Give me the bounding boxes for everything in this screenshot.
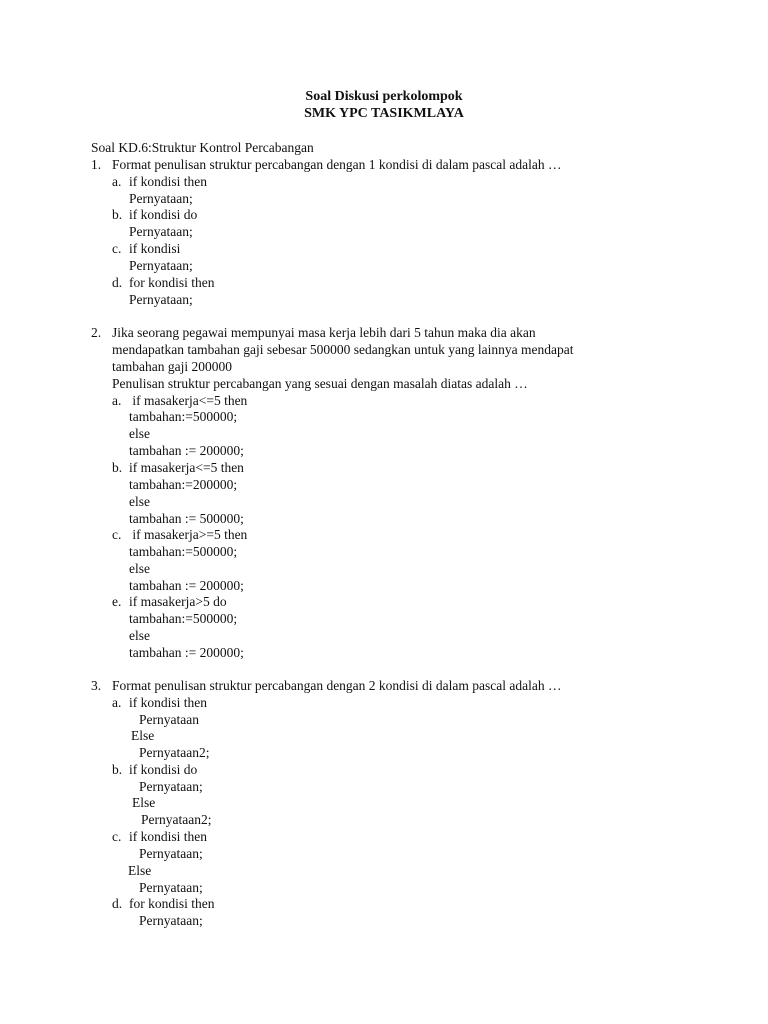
question-number: 2. (91, 325, 102, 340)
option-marker: c. (112, 527, 122, 542)
option-line: if kondisi do (129, 762, 198, 777)
option-marker: d. (112, 275, 123, 290)
option-line: else (129, 494, 150, 509)
question-number: 1. (91, 157, 102, 172)
option-marker: a. (112, 695, 122, 710)
option-line: if masakerja<=5 then (129, 460, 244, 475)
option-marker: b. (112, 762, 123, 777)
question-text: mendapatkan tambahan gaji sebesar 500000 sedangkan untuk yang lainnya mendapat (112, 342, 574, 357)
option-line: else (129, 561, 150, 576)
option-line: for kondisi then (129, 896, 215, 911)
option-line: if kondisi then (129, 174, 207, 189)
option-line: tambahan := 200000; (129, 443, 244, 458)
section-heading: Soal KD.6:Struktur Kontrol Percabangan (91, 140, 314, 155)
option-line: Pernyataan2; (139, 745, 210, 760)
option-line: Pernyataan (139, 712, 199, 727)
option-line: if kondisi (129, 241, 181, 256)
option-marker: c. (112, 829, 122, 844)
option-line: Else (128, 863, 152, 878)
option-line: if kondisi do (129, 207, 198, 222)
option-marker: d. (112, 896, 123, 911)
option-marker: c. (112, 241, 122, 256)
option-line: if masakerja<=5 then (129, 393, 248, 408)
option-line: tambahan := 200000; (129, 645, 244, 660)
option-line: else (129, 628, 150, 643)
option-line: tambahan:=500000; (129, 544, 238, 559)
option-line: if kondisi then (129, 829, 207, 844)
option-line: tambahan:=500000; (129, 611, 238, 626)
option-line: tambahan:=200000; (129, 477, 238, 492)
question-text: Format penulisan struktur percabangan dengan 2 kondisi di dalam pascal adalah … (112, 678, 562, 693)
option-line: Pernyataan; (139, 779, 203, 794)
option-marker: e. (112, 594, 122, 609)
question-number: 3. (91, 678, 102, 693)
option-line: Pernyataan; (129, 224, 193, 239)
option-line: tambahan := 500000; (129, 511, 244, 526)
question-text: Jika seorang pegawai mempunyai masa kerja lebih dari 5 tahun maka dia akan (112, 325, 536, 340)
option-marker: a. (112, 393, 122, 408)
question-text: tambahan gaji 200000 (112, 359, 232, 374)
option-marker: a. (112, 174, 122, 189)
option-line: for kondisi then (129, 275, 215, 290)
option-line: Pernyataan; (139, 880, 203, 895)
document-title: Soal Diskusi perkolompok (305, 89, 463, 104)
question-text: Penulisan struktur percabangan yang sesuai dengan masalah diatas adalah … (112, 376, 528, 391)
option-marker: b. (112, 207, 123, 222)
option-line: if masakerja>=5 then (129, 527, 248, 542)
option-line: Pernyataan; (139, 846, 203, 861)
option-line: Pernyataan; (129, 191, 193, 206)
option-line: if kondisi then (129, 695, 207, 710)
option-marker: b. (112, 460, 123, 475)
option-line: Else (132, 795, 156, 810)
option-line: Pernyataan; (139, 913, 203, 928)
option-line: Pernyataan; (129, 258, 193, 273)
option-line: if masakerja>5 do (129, 594, 227, 609)
question-text: Format penulisan struktur percabangan dengan 1 kondisi di dalam pascal adalah … (112, 157, 562, 172)
option-line: tambahan := 200000; (129, 578, 244, 593)
option-line: Pernyataan2; (141, 812, 212, 827)
option-line: tambahan:=500000; (129, 409, 238, 424)
option-line: Else (131, 728, 155, 743)
option-line: Pernyataan; (129, 292, 193, 307)
option-line: else (129, 426, 150, 441)
school-name: SMK YPC TASIKMLAYA (304, 106, 464, 121)
